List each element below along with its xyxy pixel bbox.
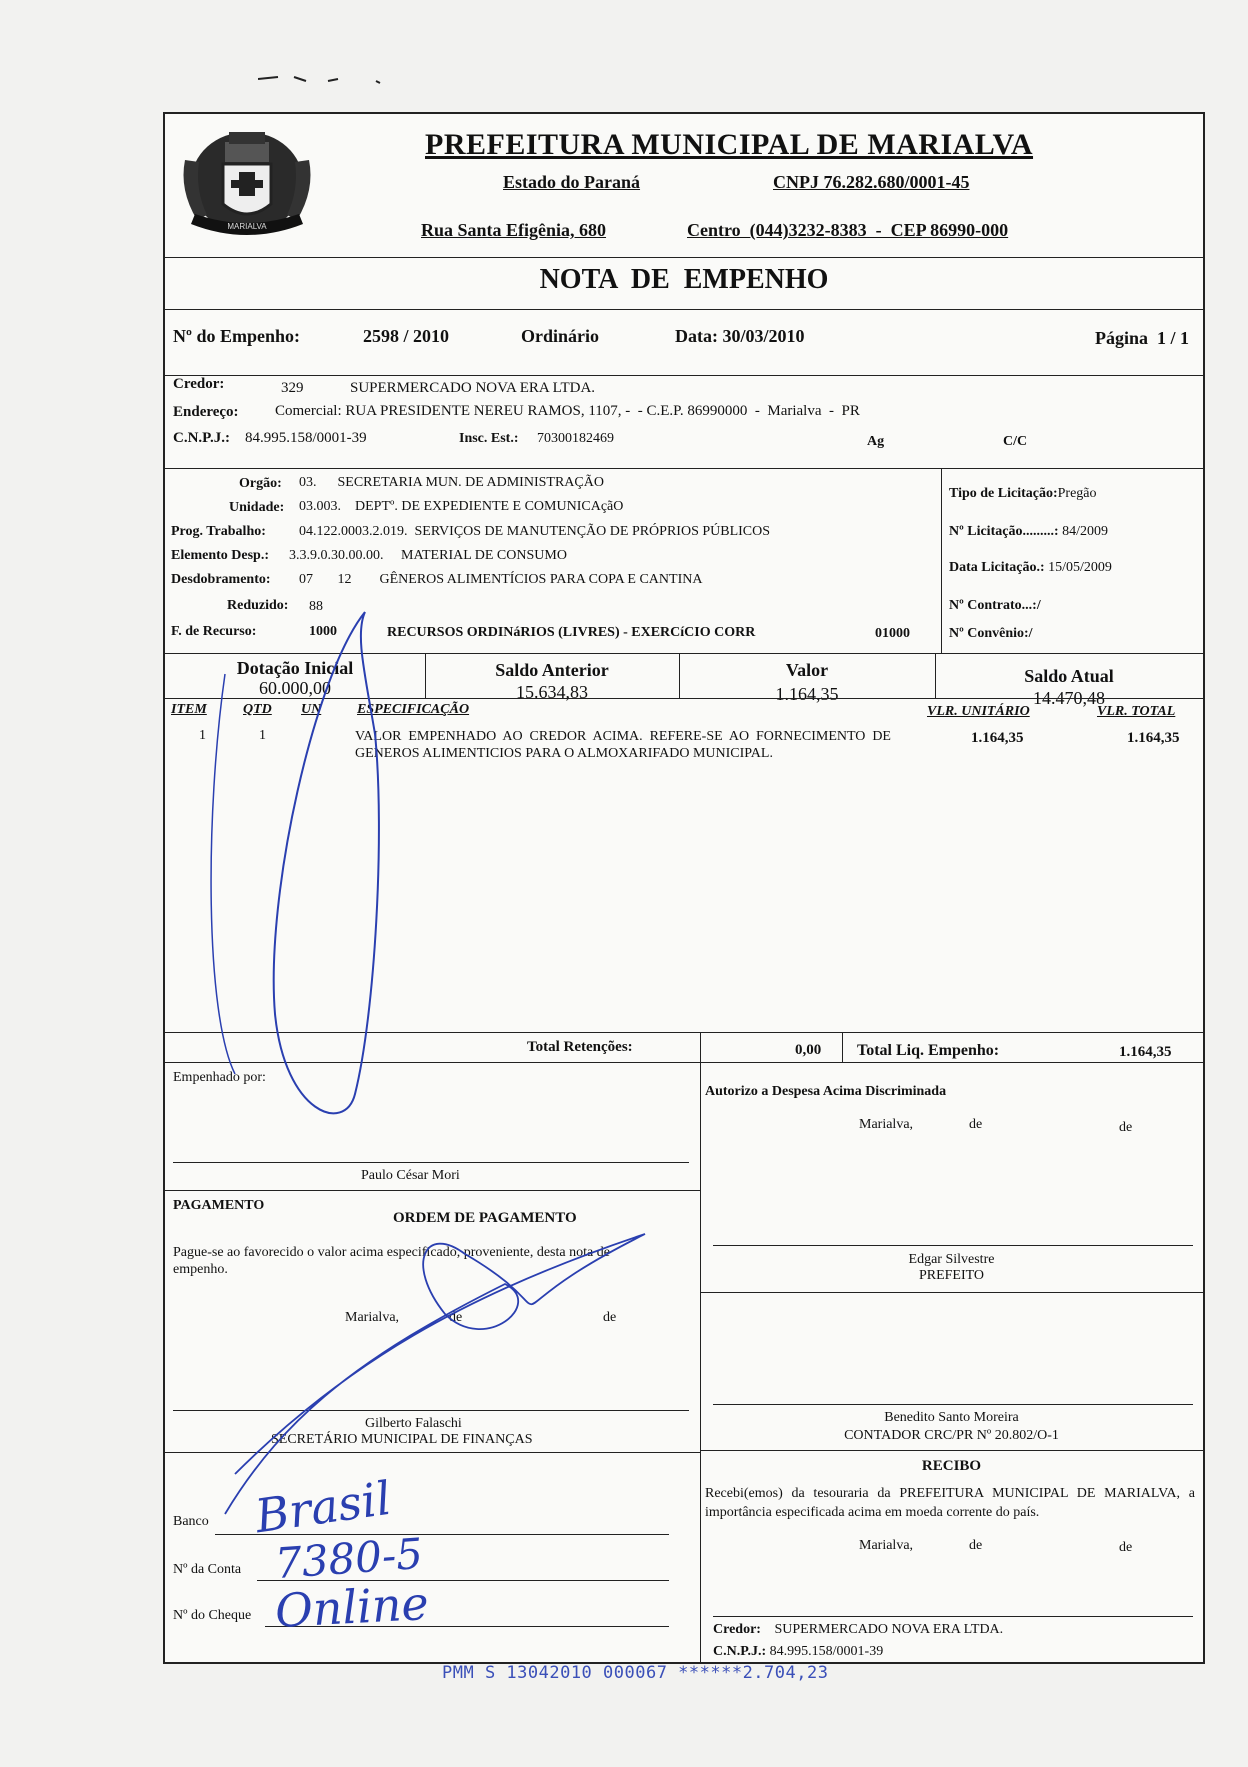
recurso-code: 1000 [309,624,337,639]
document-title: NOTA DE EMPENHO [539,264,829,295]
recibo-credor-label: Credor: [713,1622,761,1637]
elemento-desp-value: 3.3.9.0.30.00.00. MATERIAL DE CONSUMO [289,548,567,563]
agency-label: Ag [867,434,885,449]
orgao-value: 03. SECRETARIA MUN. DE ADMINISTRAÇÃO [299,475,604,490]
svg-text:MARIALVA: MARIALVA [227,222,267,231]
row-item: 1 [199,728,206,743]
total-liquido-value: 1.164,35 [1119,1044,1172,1060]
saldo-anterior-value: 15.634,83 [516,682,588,702]
cheque-handwritten: Online [273,1576,430,1638]
empenho-date: Data: 30/03/2010 [675,326,805,346]
pagamento-label: PAGAMENTO [173,1198,265,1213]
data-licitacao-label: Data Licitação.: [949,560,1045,575]
address-contact: Centro (044)3232-8383 - CEP 86990-000 [687,220,1009,240]
credor-code: 329 [281,380,304,396]
secretario-name: Gilberto Falaschi [365,1416,462,1431]
credor-name: SUPERMERCADO NOVA ERA LTDA. [350,380,596,396]
total-retencoes-label: Total Retenções: [527,1039,633,1055]
total-liquido-label: Total Liq. Empenho: [857,1042,1000,1059]
prefeito-name: Edgar Silvestre [908,1252,995,1267]
numero-licitacao-value: 84/2009 [1062,524,1108,539]
credor-label: Credor: [173,376,225,392]
page-number: Página 1 / 1 [1094,328,1189,348]
row-qtd: 1 [259,728,266,743]
autorizo-despesa: Autorizo a Despesa Acima Discriminada [705,1084,947,1099]
conta-label: Nº da Conta [173,1562,242,1577]
municipality-cnpj: CNPJ 76.282.680/0001-45 [773,172,970,192]
elemento-desp-label: Elemento Desp.: [171,548,269,563]
municipality-title: PREFEITURA MUNICIPAL DE MARIALVA [425,128,1034,161]
col-spec-header: ESPECIFICAÇÃO [357,702,470,717]
pagamento-de-1: de [449,1310,463,1325]
recibo-de-1: de [969,1538,983,1553]
insc-est-label: Insc. Est.: [459,431,519,446]
col-qtd-header: QTD [243,702,272,717]
dotacao-value: 60.000,00 [259,678,331,698]
recurso-number: 01000 [875,626,910,641]
nota-de-empenho-form [163,112,1205,1664]
pague-se-text: Pague-se ao favorecido o valor acima especificado, proveniente, desta nota de empenho. [173,1245,610,1277]
conta-handwritten: 7380-5 [273,1528,425,1589]
credor-cnpj: 84.995.158/0001-39 [245,430,367,446]
unidade-value: 03.003. DEPTº. DE EXPEDIENTE E COMUNICAçãO [299,499,624,514]
recibo-cnpj-value: 84.995.158/0001-39 [769,1644,884,1659]
reduzido-value: 88 [309,599,323,614]
col-un-header: UN [301,702,322,717]
recibo-text: Recebi(emos) da tesouraria da PREFEITURA MUNICIPAL DE MARIALVA, a importância especificada acima em moeda corrente do país. [705,1486,1195,1520]
numero-licitacao-label: Nº Licitação.........: [949,524,1059,539]
row-unit-value: 1.164,35 [971,730,1024,746]
banco-handwritten: Brasil [251,1470,395,1544]
desdobramento-label: Desdobramento: [171,572,271,587]
insc-est: 70300182469 [537,431,614,446]
empenho-number-label: Nº do Empenho: [173,326,300,346]
recibo-marialva: Marialva, [859,1538,914,1553]
signature-strokes [165,114,1203,1662]
valor-value: 1.164,35 [775,684,839,704]
col-item-header: ITEM [171,702,207,717]
credor-cnpj-label: C.N.P.J.: [173,430,230,446]
payment-stamp: PMM S 13042010 000067 ******2.704,23 [442,1663,829,1683]
ordem-pagamento-label: ORDEM DE PAGAMENTO [393,1210,577,1226]
prog-trabalho-label: Prog. Trabalho: [171,524,266,539]
saldo-atual-label: Saldo Atual [1024,666,1114,686]
prefeito-title: PREFEITO [918,1268,985,1283]
tipo-licitacao-value: Pregão [1057,486,1097,501]
total-retencoes-value: 0,00 [795,1042,822,1058]
contador-title: CONTADOR CRC/PR Nº 20.802/O-1 [844,1428,1059,1443]
empenho-number: 2598 / 2010 [363,326,450,346]
recurso-label: F. de Recurso: [171,624,257,639]
recibo-label: RECIBO [921,1458,982,1474]
tipo-licitacao-label: Tipo de Licitação: [949,486,1058,501]
convenio-number: Nº Convênio:/ [949,626,1033,641]
banco-label: Banco [173,1514,209,1529]
col-unit-header: VLR. UNITÁRIO [927,704,1030,719]
row-total-value: 1.164,35 [1127,730,1180,746]
credor-address: Comercial: RUA PRESIDENTE NEREU RAMOS, 1107, - - C.E.P. 86990000 - Marialva - PR [275,403,860,419]
contador-name: Benedito Santo Moreira [884,1410,1019,1425]
scan-marks [258,72,388,84]
autorizo-de-1: de [969,1117,983,1132]
recibo-de-2: de [1119,1540,1133,1555]
col-total-header: VLR. TOTAL [1097,704,1176,719]
autorizo-de-2: de [1119,1120,1133,1135]
recibo-credor-name: SUPERMERCADO NOVA ERA LTDA. [774,1622,1004,1637]
account-label: C/C [1003,434,1028,449]
empenhado-por-name: Paulo César Mori [361,1168,460,1183]
secretario-title: SECRETÁRIO MUNICIPAL DE FINANÇAS [271,1432,533,1447]
empenhado-por-label: Empenhado por: [173,1070,266,1085]
contrato-number: Nº Contrato...:/ [949,598,1041,613]
address-label: Endereço: [173,404,239,420]
row-specification: VALOR EMPENHADO AO CREDOR ACIMA. REFERE-SE AO FORNECIMENTO DE GENEROS ALIMENTICIOS PARA O ALMOXARIFADO MUNICIPAL. [355,729,891,761]
cheque-label: Nº do Cheque [173,1608,252,1623]
data-licitacao-value: 15/05/2009 [1048,560,1112,575]
valor-label: Valor [785,660,829,680]
dotacao-label: Dotação Inicial [236,658,354,678]
reduzido-label: Reduzido: [227,598,289,613]
unidade-label: Unidade: [229,500,285,515]
saldo-atual-value: 14.470,48 [1033,688,1105,708]
saldo-anterior-label: Saldo Anterior [495,660,609,680]
recurso-description: RECURSOS ORDINáRIOS (LIVRES) - EXERCíCIO CORR [387,625,756,640]
empenho-type: Ordinário [521,326,600,346]
desdobramento-value: 07 12 GÊNEROS ALIMENTÍCIOS PARA COPA E CANTINA [299,572,703,587]
recibo-cnpj-label: C.N.P.J.: [713,1644,767,1659]
street-address: Rua Santa Efigênia, 680 [421,220,607,240]
pagamento-marialva: Marialva, [345,1310,400,1325]
state-name: Estado do Paraná [503,172,641,192]
orgao-label: Orgão: [239,476,282,491]
prog-trabalho-value: 04.122.0003.2.019. SERVIÇOS DE MANUTENÇÃO DE PRÓPRIOS PÚBLICOS [299,524,771,539]
autorizo-marialva: Marialva, [859,1117,914,1132]
pagamento-de-2: de [603,1310,617,1325]
